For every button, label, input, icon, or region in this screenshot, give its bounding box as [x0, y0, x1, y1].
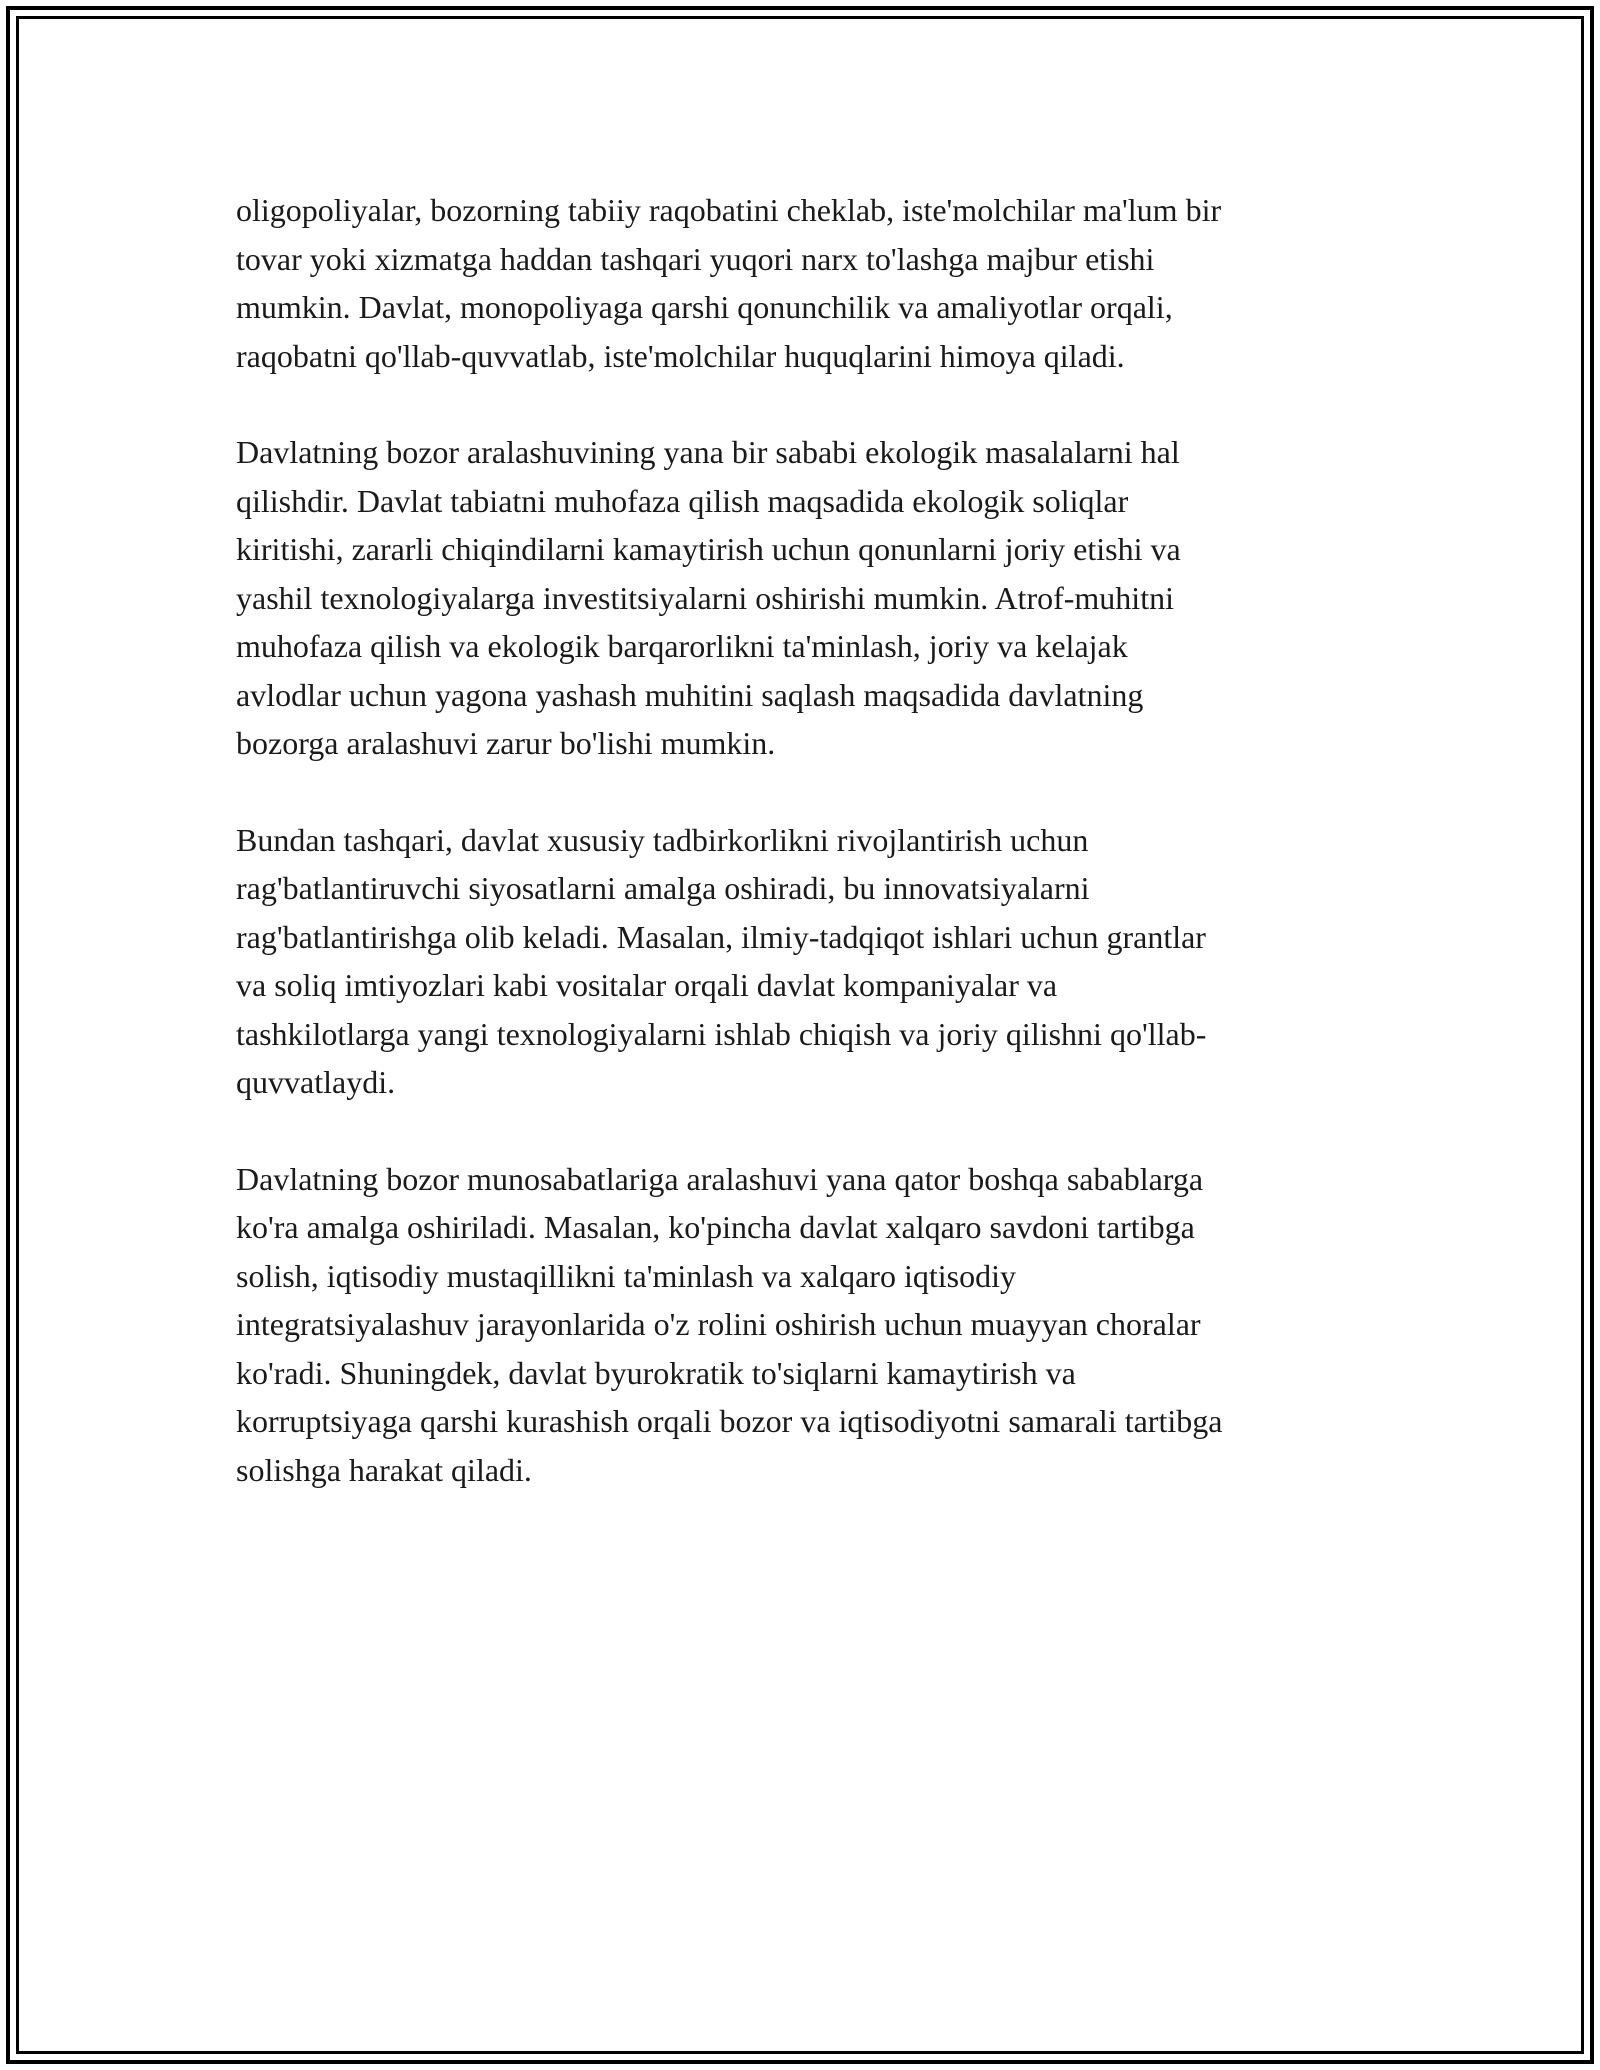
paragraph-oligopolies: oligopoliyalar, bozorning tabiiy raqobatini cheklab, iste'molchilar ma'lum bir tovar yoki xizmatga haddan tashqari yuqori narx to'lashga majbur etishi mumkin. Davlat, monopoliyaga qarshi qonunchilik va amaliyotlar orqali, raqobatni qo'llab-quvvatlab, iste'molchilar huquqlarini himoya qiladi. [236, 192, 1222, 374]
paragraph-entrepreneurship: Bundan tashqari, davlat xususiy tadbirkorlikni rivojlantirish uchun rag'batlantiruvchi siyosatlarni amalga oshiradi, bu innovatsiyalarni rag'batlantirishga olib keladi. Masalan, ilmiy-tadqiqot ishlari uchun grantlar va soliq imtiyozlari kabi vositalar orqali davlat kompaniyalar va tashkilotlarga yangi texnologiyalarni ishlab chiqish va joriy qilishni qo'llab- quvvatlaydi. [236, 821, 1207, 1100]
document-body [236, 186, 1386, 1542]
paragraph-other-reasons: Davlatning bozor munosabatlariga aralashuvi yana qator boshqa sabablarga ko'ra amalga oshiriladi. Masalan, ko'pincha davlat xalqaro savdoni tartibga solish, iqtisodiy mustaqillikni ta'minlash va xalqaro iqtisodiy integratsiyalashuv jarayonlarida o'z rolini oshirish uchun muayyan choralar ko'radi. Shuningdek, davlat byurokratik to'siqlarni kamaytirish va korruptsiyaga qarshi kurashish orqali bozor va iqtisodiyotni samarali tartibga solishga harakat qiladi. [236, 1160, 1223, 1488]
paragraph-ecology: Davlatning bozor aralashuvining yana bir sababi ekologik masalalarni hal qilishdir. Davlat tabiatni muhofaza qilish maqsadida ekologik soliqlar kiritishi, zararli chiqindilarni kamaytirish uchun qonunlarni joriy etishi va yashil texnologiyalarga investitsiyalarni oshirishi mumkin. Atrof-muhitni muhofaza qilish va ekologik barqarorlikni ta'minlash, joriy va kelajak avlodlar uchun yagona yashash muhitini saqlash maqsadida davlatning bozorga aralashuvi zarur bo'lishi mumkin. [236, 434, 1181, 761]
